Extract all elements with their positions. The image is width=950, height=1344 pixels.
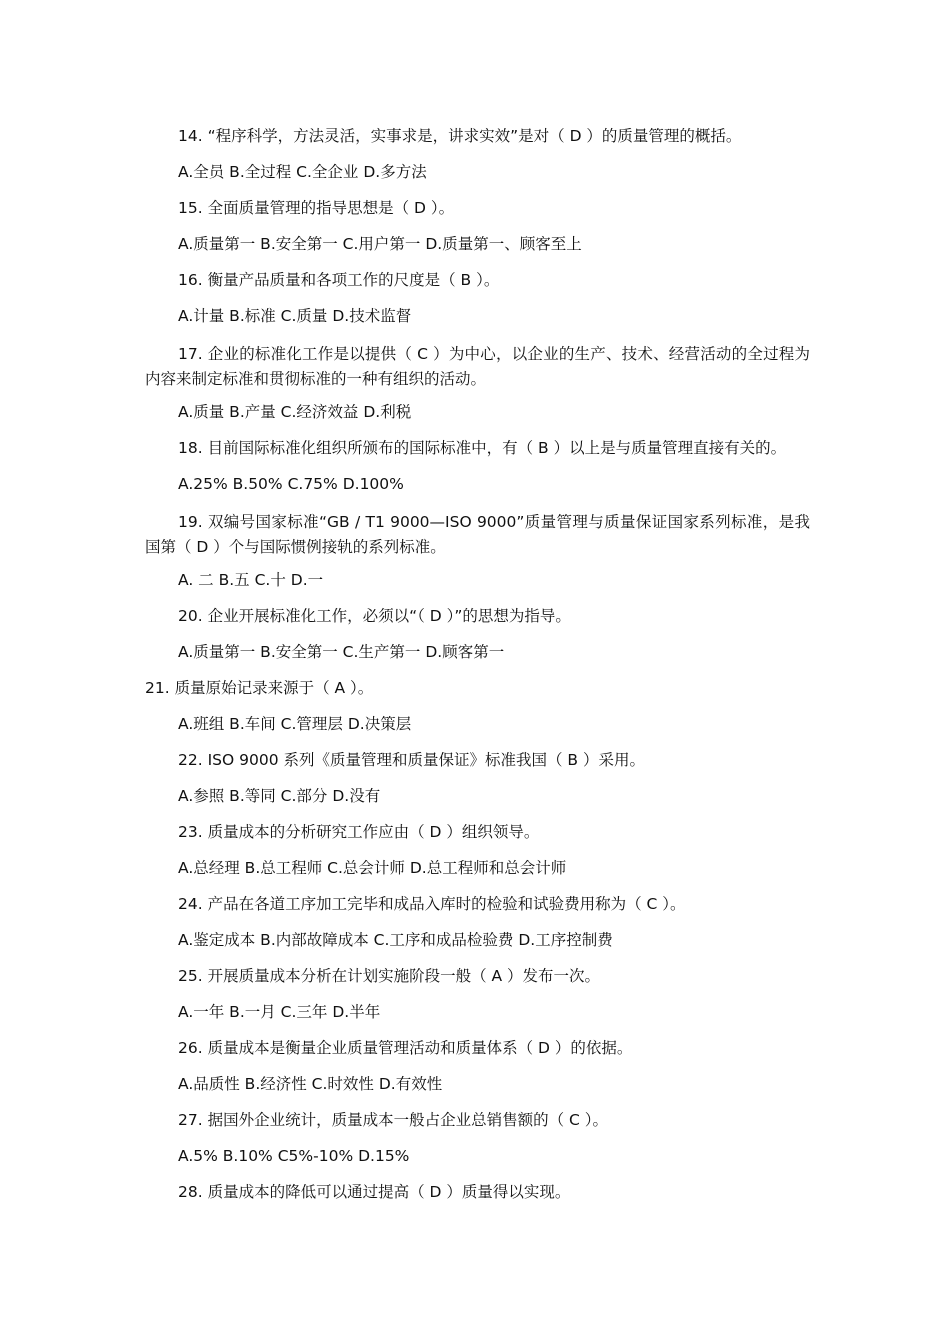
options-19: A. 二 B.五 C.十 D.一 <box>178 571 324 589</box>
question-14: 14. “程序科学，方法灵活，实事求是，讲求实效”是对（ D ）的质量管理的概括。 <box>178 127 742 145</box>
question-21: 21. 质量原始记录来源于（ A ）。 <box>145 679 374 697</box>
options-22: A.参照 B.等同 C.部分 D.没有 <box>178 787 381 805</box>
options-25: A.一年 B.一月 C.三年 D.半年 <box>178 1003 381 1021</box>
question-15: 15. 全面质量管理的指导思想是（ D ）。 <box>178 199 455 217</box>
question-26: 26. 质量成本是衡量企业质量管理活动和质量体系（ D ）的依据。 <box>178 1039 633 1057</box>
question-22: 22. ISO 9000 系列《质量管理和质量保证》标准我国（ B ）采用。 <box>178 751 645 769</box>
question-23: 23. 质量成本的分析研究工作应由（ D ）组织领导。 <box>178 823 540 841</box>
options-15: A.质量第一 B.安全第一 C.用户第一 D.质量第一、顾客至上 <box>178 235 582 253</box>
question-19: 19. 双编号国家标准“GB / T1 9000—ISO 9000”质量管理与质量保证国家系列标准，是我国第（ D ）个与国际惯例接轨的系列标准。 <box>145 513 810 556</box>
options-26: A.品质性 B.经济性 C.时效性 D.有效性 <box>178 1075 443 1093</box>
options-14: A.全员 B.全过程 C.全企业 D.多方法 <box>178 163 427 181</box>
question-27: 27. 据国外企业统计，质量成本一般占企业总销售额的（ C ）。 <box>178 1111 609 1129</box>
options-23: A.总经理 B.总工程师 C.总会计师 D.总工程师和总会计师 <box>178 859 567 877</box>
question-20: 20. 企业开展标准化工作，必须以“（ D ）”的思想为指导。 <box>178 607 571 625</box>
options-18: A.25% B.50% C.75% D.100% <box>178 475 404 493</box>
question-25: 25. 开展质量成本分析在计划实施阶段一般（ A ）发布一次。 <box>178 967 601 985</box>
options-27: A.5% B.10% C5%-10% D.15% <box>178 1147 410 1165</box>
question-24: 24. 产品在各道工序加工完毕和成品入库时的检验和试验费用称为（ C ）。 <box>178 895 686 913</box>
question-28: 28. 质量成本的降低可以通过提高（ D ）质量得以实现。 <box>178 1183 571 1201</box>
options-20: A.质量第一 B.安全第一 C.生产第一 D.顾客第一 <box>178 643 505 661</box>
options-21: A.班组 B.车间 C.管理层 D.决策层 <box>178 715 412 733</box>
options-17: A.质量 B.产量 C.经济效益 D.利税 <box>178 403 412 421</box>
question-17: 17. 企业的标准化工作是以提供（ C ）为中心，以企业的生产、技术、经营活动的全过程为内容来制定标准和贯彻标准的一种有组织的活动。 <box>145 345 810 388</box>
options-24: A.鉴定成本 B.内部故障成本 C.工序和成品检验费 D.工序控制费 <box>178 931 613 949</box>
options-16: A.计量 B.标准 C.质量 D.技术监督 <box>178 307 412 325</box>
question-16: 16. 衡量产品质量和各项工作的尺度是（ B ）。 <box>178 271 500 289</box>
question-18: 18. 目前国际标准化组织所颁布的国际标准中，有（ B ）以上是与质量管理直接有关的。 <box>178 439 787 457</box>
question-list <box>145 126 810 1218</box>
